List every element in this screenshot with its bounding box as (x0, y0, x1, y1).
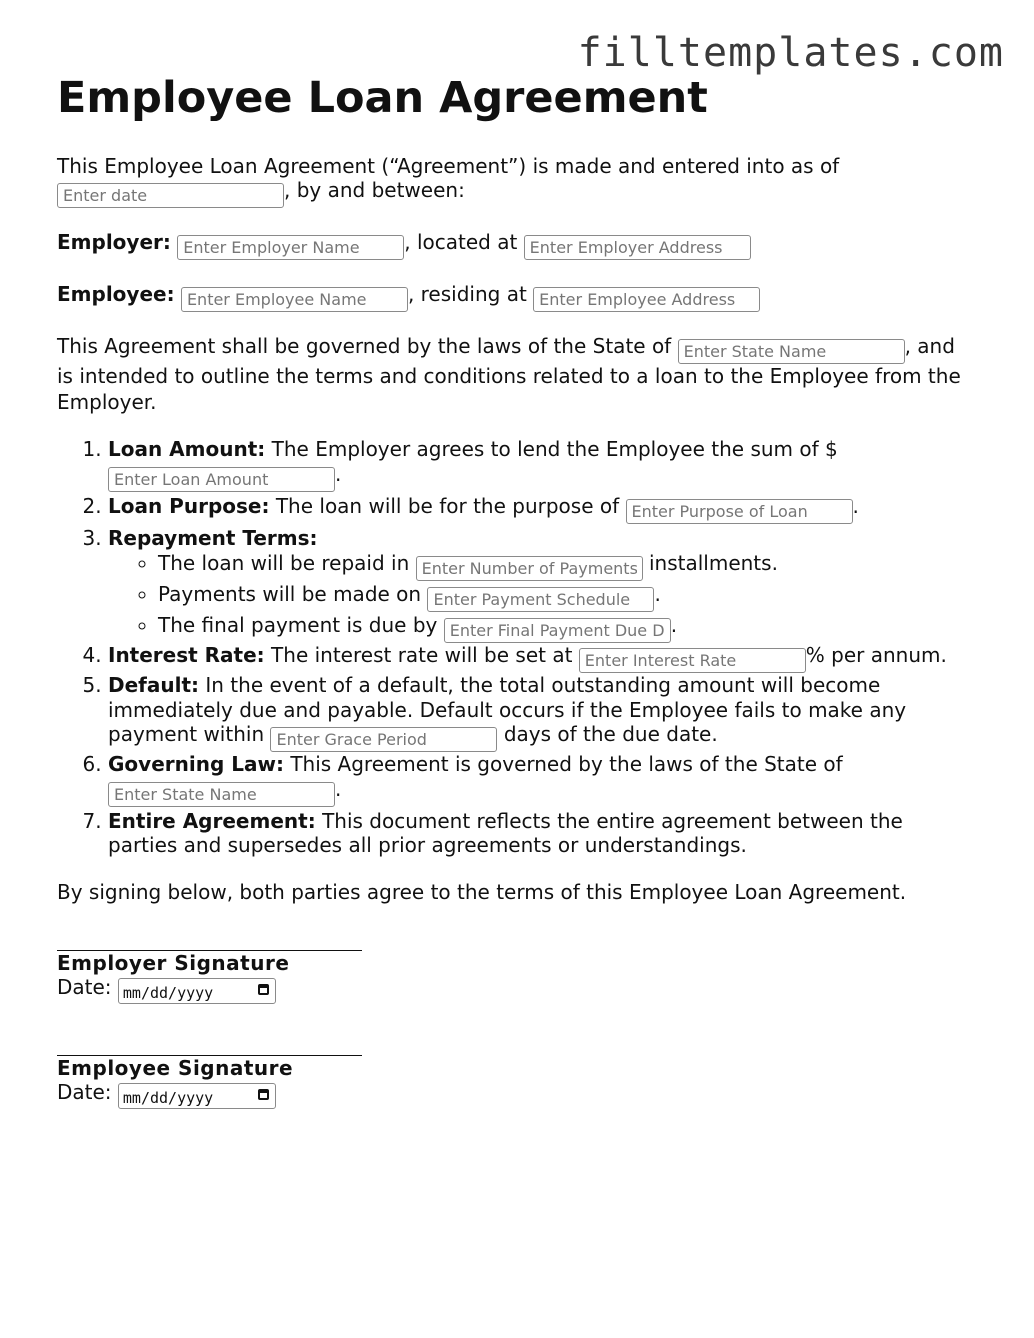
default-text-after: days of the due date. (503, 722, 718, 746)
employee-date-row (57, 1080, 977, 1109)
employee-date-label: Date: (57, 1079, 112, 1104)
employer-name-input[interactable] (177, 235, 404, 260)
term-entire-agreement (108, 809, 977, 858)
repayment-item (158, 550, 977, 581)
employer-label: Employer: (57, 230, 171, 254)
employee-signature-line[interactable] (57, 1035, 362, 1056)
loan-amount-input[interactable] (108, 467, 335, 492)
employee-date-placeholder: mm/dd/yyyy (122, 1088, 214, 1107)
repayment-item (158, 581, 977, 612)
employer-address-input[interactable] (524, 235, 751, 260)
repayment-item (158, 612, 977, 643)
employee-date-input[interactable] (118, 1083, 276, 1109)
employee-name-input[interactable] (181, 287, 408, 312)
entire-agreement-text: This document reflects the entire agreement between the parties and supersedes all prior agreements or understandings. (108, 808, 903, 857)
employee-signature-block (57, 1035, 977, 1109)
loan-amount-end: . (335, 461, 342, 486)
employee-line (57, 282, 977, 312)
grace-period-input[interactable] (270, 727, 497, 752)
interest-label: Interest Rate: (108, 643, 265, 667)
interest-text-after: % per annum. (805, 643, 947, 667)
repayment-sublist (108, 550, 977, 643)
employer-connector: , located at (404, 230, 518, 254)
term-loan-purpose (108, 494, 977, 524)
repayment-text: The final payment is due by (158, 613, 438, 637)
interest-text: The interest rate will be set at (271, 643, 573, 667)
term-loan-amount (108, 437, 977, 492)
closing-statement: By signing below, both parties agree to the terms of this Employee Loan Agreement. (57, 879, 907, 904)
employer-signature-line[interactable] (57, 930, 362, 951)
governing-paragraph (57, 334, 977, 415)
employer-date-label: Date: (57, 974, 112, 999)
intro-text: This Employee Loan Agreement (“Agreement”) is made and entered into as of (57, 154, 840, 178)
term-interest-rate (108, 643, 977, 673)
employee-connector: , residing at (407, 282, 527, 306)
employer-signature-label: Employer Signature (57, 950, 290, 975)
repayment-text-after: . (654, 582, 661, 606)
repayment-label: Repayment Terms: (108, 525, 318, 550)
governing-state-input[interactable] (108, 782, 335, 807)
default-label: Default: (108, 673, 200, 697)
loan-amount-text: The Employer agrees to lend the Employee the sum of $ (271, 437, 838, 461)
term-governing-law (108, 752, 977, 807)
loan-purpose-label: Loan Purpose: (108, 493, 270, 518)
interest-rate-input[interactable] (579, 648, 806, 673)
governing-law-label: Governing Law: (108, 752, 284, 776)
terms-list (57, 437, 977, 858)
default-text: In the event of a default, the total outstanding amount will become immediately due and payable. Default occurs if the Employee fails to make any payment within (108, 673, 907, 746)
governing-law-text: This Agreement is governed by the laws of the State of (290, 752, 843, 776)
employer-date-input[interactable] (118, 978, 276, 1004)
loan-amount-label: Loan Amount: (108, 437, 266, 461)
governing-law-end: . (335, 776, 342, 801)
payment-schedule-input[interactable] (427, 587, 654, 612)
watermark: filltemplates.com (577, 30, 1004, 76)
term-repayment (108, 526, 977, 644)
governing-text-after: , and is intended to outline the terms and conditions related to a loan to the Employee from the Employer. (57, 334, 961, 414)
employer-date-row (57, 975, 977, 1004)
calendar-icon[interactable] (258, 984, 269, 995)
state-name-input[interactable] (678, 339, 905, 364)
entire-agreement-label: Entire Agreement: (108, 808, 316, 833)
intro-text-after: , by and between: (284, 178, 465, 202)
repayment-text-after: installments. (648, 551, 778, 575)
employer-signature-block (57, 930, 977, 1004)
employee-address-input[interactable] (533, 287, 760, 312)
employer-date-placeholder: mm/dd/yyyy (122, 983, 214, 1002)
page-title: Employee Loan Agreement (57, 73, 708, 123)
governing-text: This Agreement shall be governed by the laws of the State of (57, 334, 672, 358)
employee-label: Employee: (57, 282, 175, 306)
final-payment-date-input[interactable] (444, 618, 671, 643)
loan-purpose-end: . (852, 493, 859, 518)
term-default (108, 673, 977, 752)
repayment-text-after: . (670, 613, 678, 637)
employee-signature-label: Employee Signature (57, 1055, 294, 1080)
intro-paragraph (57, 154, 977, 208)
agreement-document (57, 72, 977, 1109)
repayment-text: Payments will be made on (158, 582, 422, 606)
loan-purpose-input[interactable] (626, 499, 853, 524)
employer-line (57, 230, 977, 260)
repayment-text: The loan will be repaid in (158, 551, 410, 575)
number-of-payments-input[interactable] (416, 556, 643, 581)
agreement-date-input[interactable] (57, 183, 284, 208)
loan-purpose-text: The loan will be for the purpose of (275, 493, 620, 518)
calendar-icon[interactable] (258, 1089, 269, 1100)
